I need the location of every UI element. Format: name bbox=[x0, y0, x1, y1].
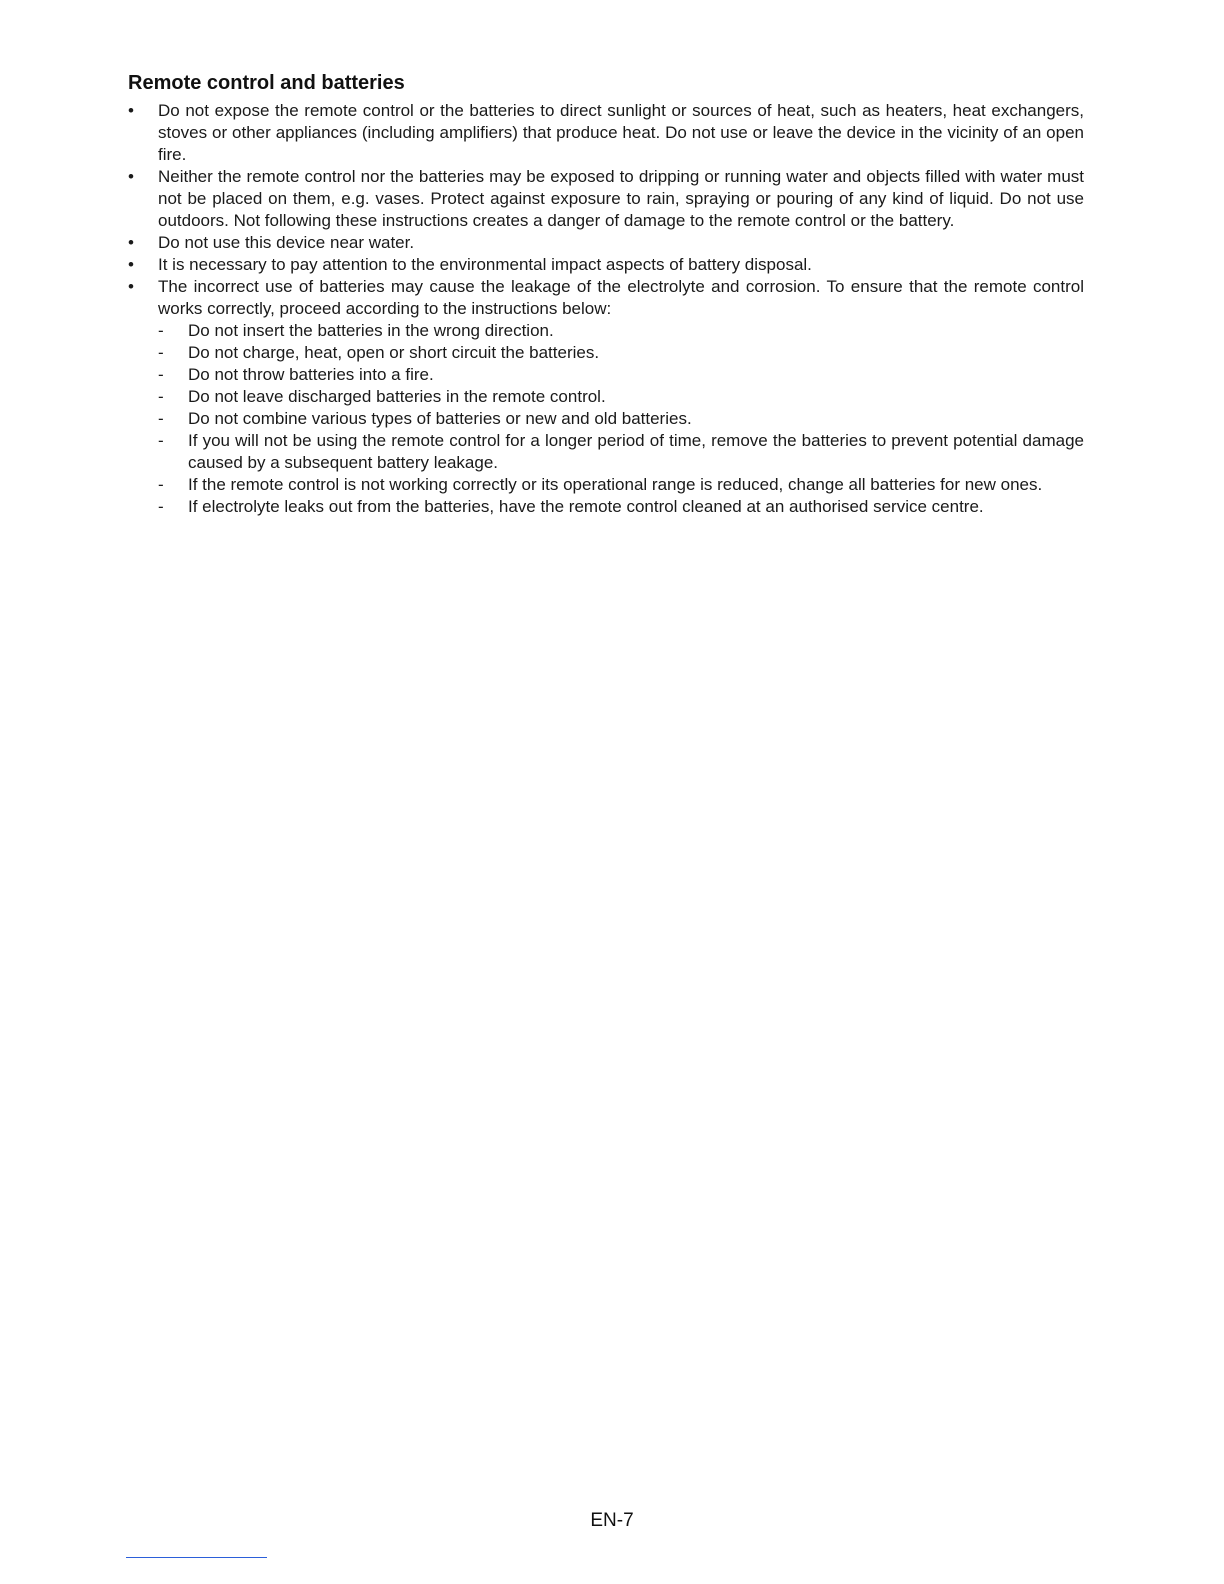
list-item bbox=[128, 276, 1084, 518]
sub-list-item bbox=[158, 430, 1084, 474]
sub-list-item bbox=[158, 496, 1084, 518]
dash-icon: - bbox=[158, 387, 164, 406]
dash-icon: - bbox=[158, 365, 164, 384]
list-item-text: Neither the remote control nor the batteries may be exposed to dripping or running water and objects filled with water must not be placed on them, e.g. vases. Protect against exposure to rain, spraying or pouring of any kind of liquid. Do not use outdoors. Not following these instructions creates a danger of damage to the remote control or the battery. bbox=[158, 167, 1084, 230]
dash-icon: - bbox=[158, 497, 164, 516]
sub-list-item bbox=[158, 320, 1084, 342]
dash-icon: - bbox=[158, 431, 164, 450]
bullet-icon: • bbox=[128, 255, 134, 274]
sub-list-item-text: Do not insert the batteries in the wrong direction. bbox=[188, 321, 554, 340]
bullet-icon: • bbox=[128, 167, 134, 186]
list-item bbox=[128, 166, 1084, 232]
list-item-text: Do not use this device near water. bbox=[158, 233, 415, 252]
dash-icon: - bbox=[158, 475, 164, 494]
list-item-text: Do not expose the remote control or the batteries to direct sunlight or sources of heat, such as heaters, heat exchangers, stoves or other appliances (including amplifiers) that produce heat. Do not use or leave the device in the vicinity of an open fire. bbox=[158, 101, 1084, 164]
list-item bbox=[128, 100, 1084, 166]
bullet-list bbox=[128, 100, 1084, 518]
sub-list-item-text: Do not charge, heat, open or short circuit the batteries. bbox=[188, 343, 600, 362]
sub-list-item-text: If the remote control is not working correctly or its operational range is reduced, change all batteries for new ones. bbox=[188, 475, 1043, 494]
sub-list-item bbox=[158, 408, 1084, 430]
bullet-icon: • bbox=[128, 101, 134, 120]
sub-list-item-text: If electrolyte leaks out from the batteries, have the remote control cleaned at an authorised service centre. bbox=[188, 497, 984, 516]
list-item-text: It is necessary to pay attention to the environmental impact aspects of battery disposal. bbox=[158, 255, 812, 274]
dash-icon: - bbox=[158, 321, 164, 340]
bullet-icon: • bbox=[128, 233, 134, 252]
sub-list-item bbox=[158, 342, 1084, 364]
list-item-text: The incorrect use of batteries may cause the leakage of the electrolyte and corrosion. To ensure that the remote control works correctly, proceed according to the instructions below: bbox=[158, 277, 1084, 318]
section-heading: Remote control and batteries bbox=[128, 72, 405, 94]
sub-list-item bbox=[158, 386, 1084, 408]
sub-list-item bbox=[158, 474, 1084, 496]
page-number: EN-7 bbox=[590, 1510, 634, 1531]
footnote-divider bbox=[126, 1557, 267, 1558]
page-content bbox=[128, 70, 1084, 518]
dash-icon: - bbox=[158, 409, 164, 428]
sub-list-item-text: Do not throw batteries into a fire. bbox=[188, 365, 434, 384]
dash-icon: - bbox=[158, 343, 164, 362]
sub-list-item-text: Do not combine various types of batteries or new and old batteries. bbox=[188, 409, 692, 428]
list-item bbox=[128, 254, 1084, 276]
sub-list-item-text: If you will not be using the remote control for a longer period of time, remove the batteries to prevent potential damage caused by a subsequent battery leakage. bbox=[188, 431, 1084, 472]
sub-list-item-text: Do not leave discharged batteries in the remote control. bbox=[188, 387, 606, 406]
list-item bbox=[128, 232, 1084, 254]
sub-list-item bbox=[158, 364, 1084, 386]
bullet-icon: • bbox=[128, 277, 134, 296]
sub-list bbox=[158, 320, 1084, 518]
